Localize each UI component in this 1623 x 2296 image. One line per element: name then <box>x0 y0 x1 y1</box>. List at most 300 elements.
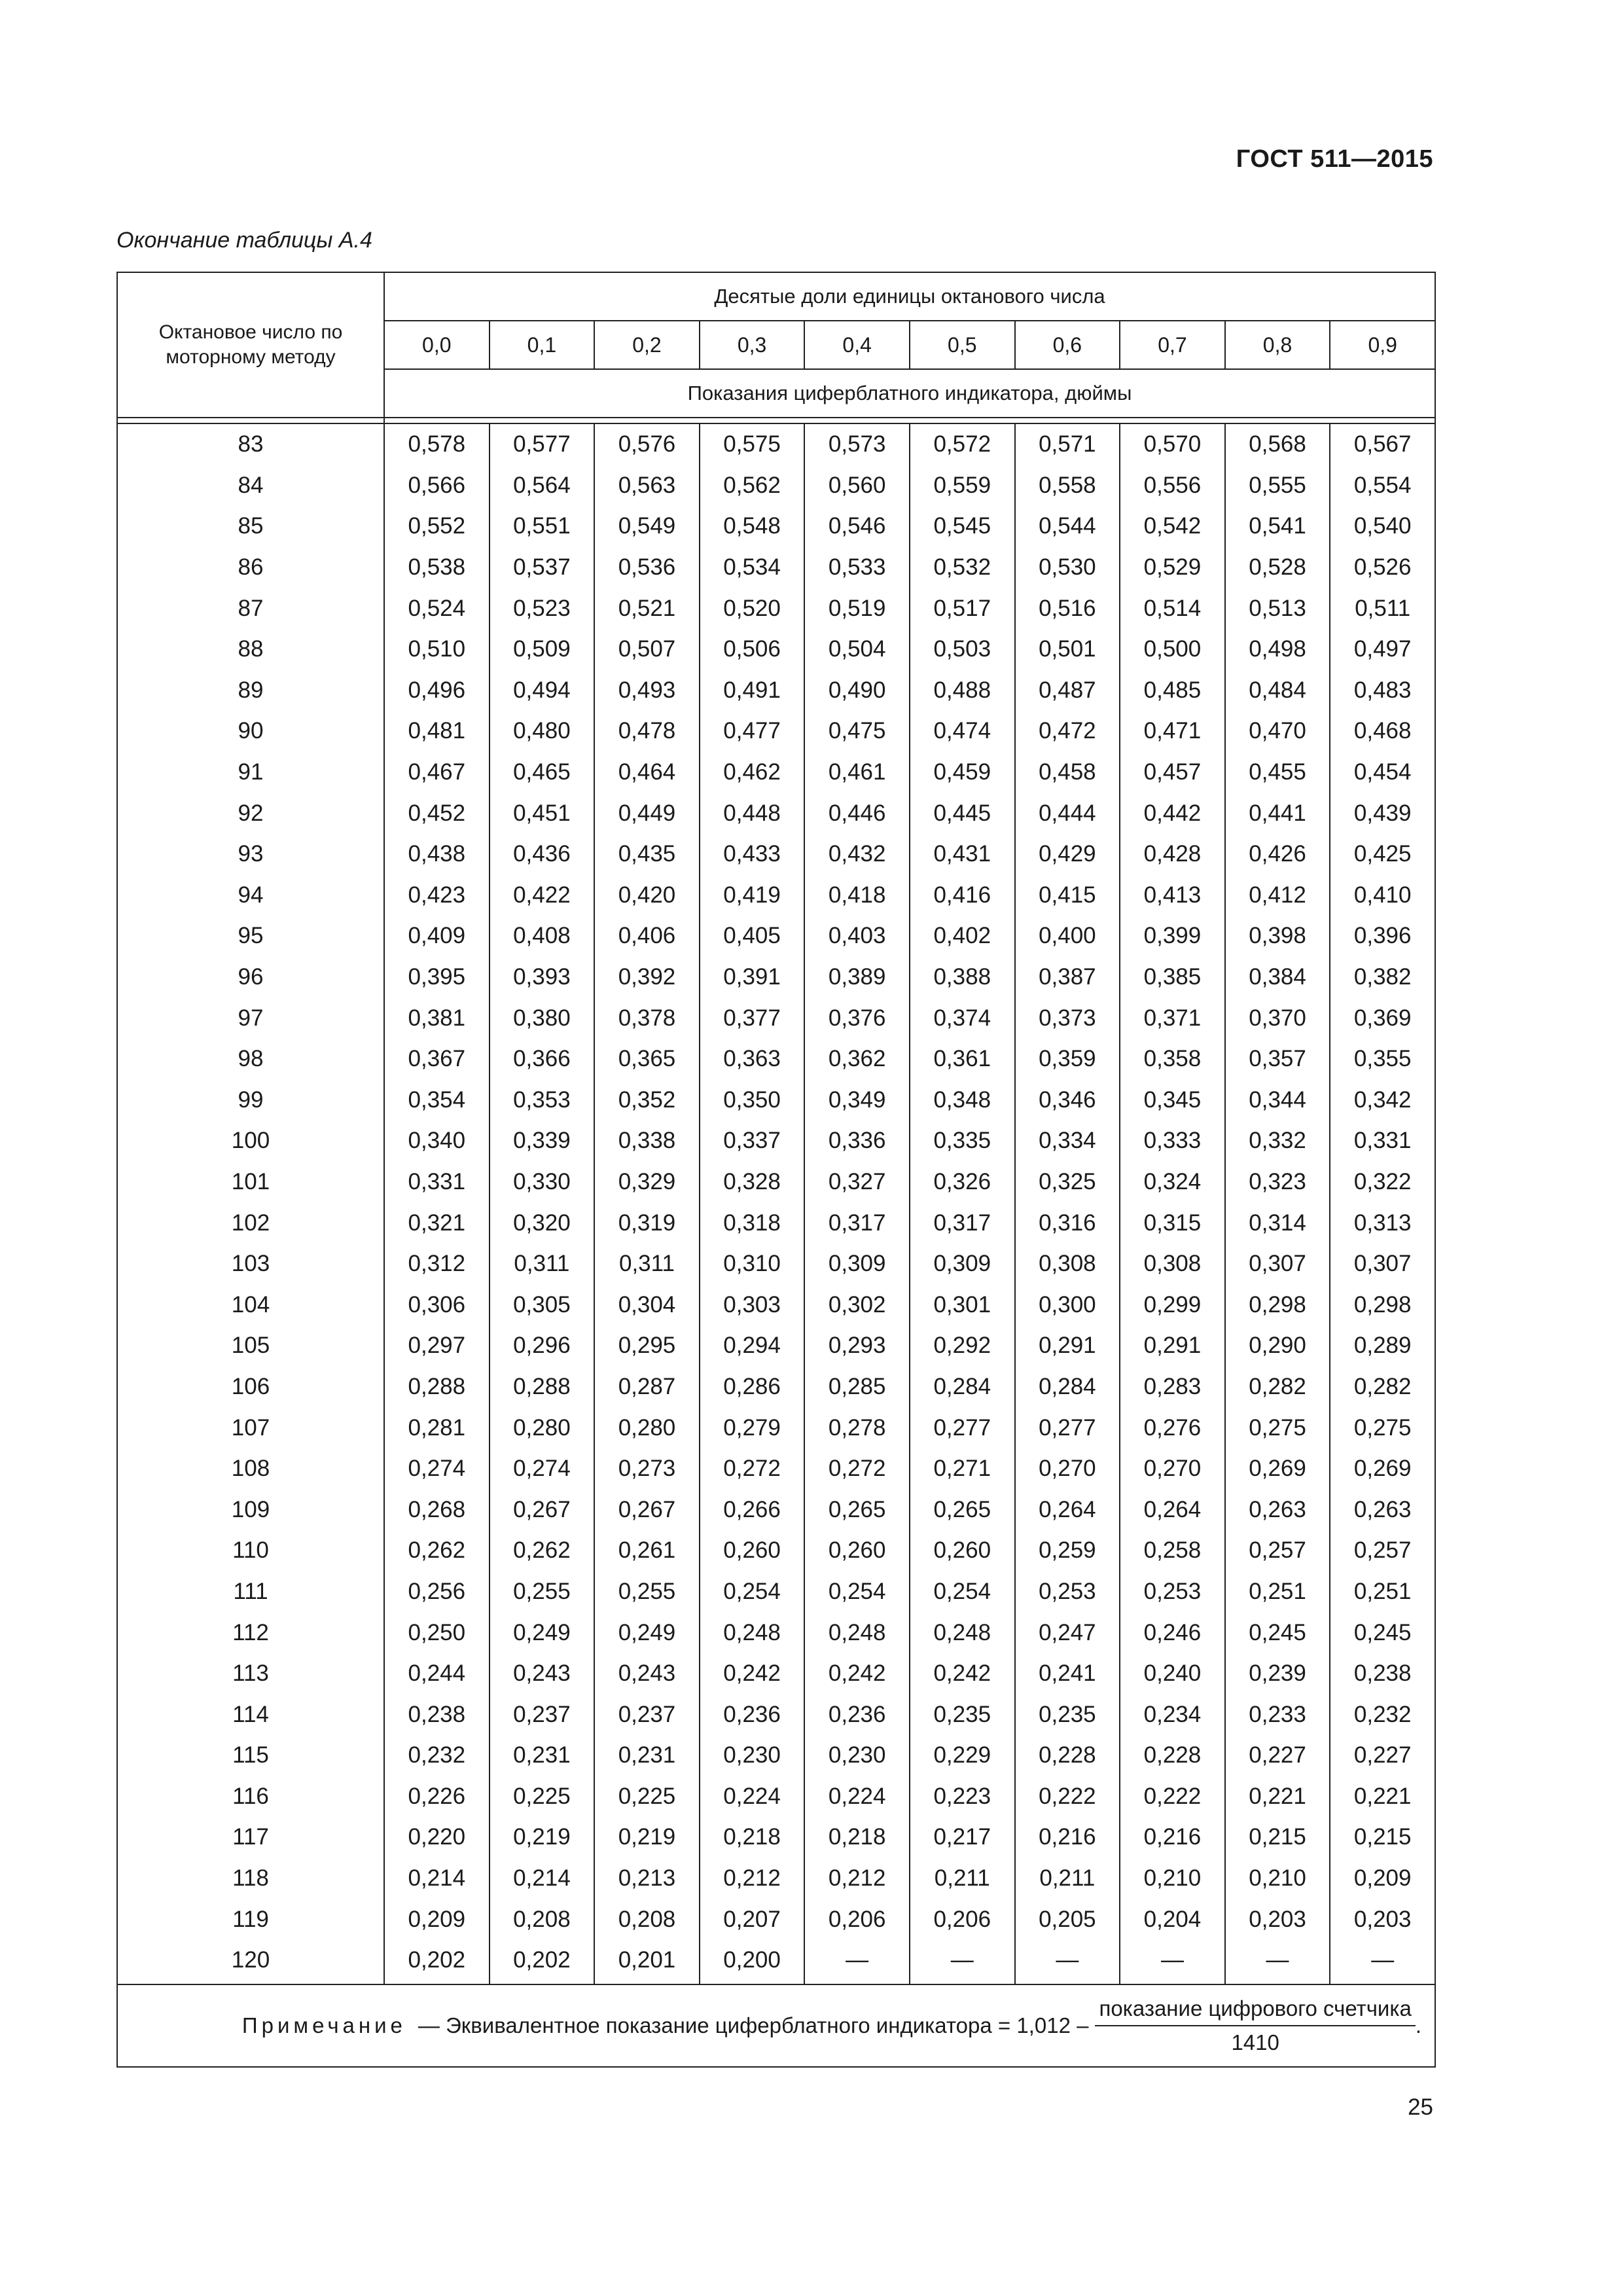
table-row <box>117 1121 1435 1162</box>
reading-cell: 0,471 <box>1120 711 1225 752</box>
reading-cell: 0,270 <box>1120 1448 1225 1490</box>
units-header: Показания циферблатного индикатора, дюймы <box>384 369 1435 418</box>
reading-cell: 0,263 <box>1225 1489 1330 1530</box>
reading-cell: 0,254 <box>804 1571 910 1613</box>
reading-cell: 0,572 <box>910 423 1015 465</box>
reading-cell: 0,431 <box>910 834 1015 875</box>
reading-cell: 0,284 <box>910 1367 1015 1408</box>
reading-cell: 0,338 <box>594 1121 700 1162</box>
note-label: Примечание <box>241 2013 406 2037</box>
reading-cell: 0,420 <box>594 875 700 916</box>
reading-cell: 0,268 <box>384 1489 490 1530</box>
reading-cell: 0,267 <box>594 1489 700 1530</box>
table-row <box>117 670 1435 711</box>
reading-cell: 0,254 <box>910 1571 1015 1613</box>
table-row <box>117 1653 1435 1695</box>
standard-id-header: ГОСТ 511—2015 <box>1236 145 1433 173</box>
reading-cell: 0,352 <box>594 1080 700 1121</box>
reading-cell: 0,371 <box>1120 997 1225 1039</box>
reading-cell: 0,275 <box>1225 1407 1330 1448</box>
reading-cell: 0,292 <box>910 1325 1015 1367</box>
reading-cell: 0,237 <box>594 1694 700 1735</box>
reading-cell: 0,320 <box>490 1202 595 1244</box>
reading-cell: 0,355 <box>1330 1039 1435 1080</box>
reading-cell: 0,325 <box>1015 1162 1120 1203</box>
reading-cell: 0,249 <box>594 1612 700 1653</box>
reading-cell: 0,555 <box>1225 465 1330 507</box>
reading-cell: 0,219 <box>594 1817 700 1858</box>
octane-cell: 98 <box>117 1039 384 1080</box>
octane-cell: 108 <box>117 1448 384 1490</box>
reading-cell: 0,298 <box>1330 1284 1435 1325</box>
reading-cell: 0,405 <box>700 916 805 957</box>
table-row <box>117 711 1435 752</box>
reading-cell: 0,438 <box>384 834 490 875</box>
note-fraction <box>1095 1996 1415 2055</box>
reading-cell: 0,455 <box>1225 752 1330 793</box>
reading-cell: 0,514 <box>1120 588 1225 629</box>
reading-cell: 0,305 <box>490 1284 595 1325</box>
table-row <box>117 1899 1435 1940</box>
reading-cell: 0,247 <box>1015 1612 1120 1653</box>
reading-cell: 0,331 <box>384 1162 490 1203</box>
reading-cell: 0,329 <box>594 1162 700 1203</box>
reading-cell: 0,392 <box>594 957 700 998</box>
reading-cell: 0,297 <box>384 1325 490 1367</box>
reading-cell: 0,444 <box>1015 793 1120 834</box>
reading-cell: 0,280 <box>594 1407 700 1448</box>
reading-cell: 0,269 <box>1330 1448 1435 1490</box>
reading-cell: 0,366 <box>490 1039 595 1080</box>
table-caption: Окончание таблицы А.4 <box>116 228 372 253</box>
reading-cell: 0,388 <box>910 957 1015 998</box>
reading-cell: 0,376 <box>804 997 910 1039</box>
reading-cell: 0,323 <box>1225 1162 1330 1203</box>
reading-cell: 0,551 <box>490 506 595 547</box>
reading-cell: 0,212 <box>700 1858 805 1899</box>
reading-cell: 0,403 <box>804 916 910 957</box>
reading-cell: 0,289 <box>1330 1325 1435 1367</box>
column-header-1: 0,1 <box>490 321 595 369</box>
reading-cell: 0,238 <box>1330 1653 1435 1695</box>
octane-column-header: Октановое число по моторному методу <box>117 272 384 418</box>
octane-cell: 86 <box>117 547 384 588</box>
reading-cell: — <box>804 1940 910 1984</box>
reading-cell: 0,519 <box>804 588 910 629</box>
reading-cell: 0,221 <box>1330 1776 1435 1818</box>
reading-cell: 0,228 <box>1120 1735 1225 1776</box>
reading-cell: 0,272 <box>700 1448 805 1490</box>
reading-cell: 0,549 <box>594 506 700 547</box>
reading-cell: 0,281 <box>384 1407 490 1448</box>
column-header-2: 0,2 <box>594 321 700 369</box>
reading-cell: 0,433 <box>700 834 805 875</box>
reading-cell: 0,511 <box>1330 588 1435 629</box>
reading-cell: 0,223 <box>910 1776 1015 1818</box>
reading-cell: 0,554 <box>1330 465 1435 507</box>
reading-cell: 0,462 <box>700 752 805 793</box>
reading-cell: 0,538 <box>384 547 490 588</box>
reading-cell: 0,474 <box>910 711 1015 752</box>
reading-cell: 0,248 <box>910 1612 1015 1653</box>
table-row <box>117 997 1435 1039</box>
reading-cell: 0,203 <box>1330 1899 1435 1940</box>
octane-cell: 89 <box>117 670 384 711</box>
reading-cell: 0,321 <box>384 1202 490 1244</box>
reading-cell: 0,558 <box>1015 465 1120 507</box>
table-row <box>117 793 1435 834</box>
reading-cell: 0,559 <box>910 465 1015 507</box>
reading-cell: 0,288 <box>490 1367 595 1408</box>
reading-cell: 0,207 <box>700 1899 805 1940</box>
reading-cell: — <box>1225 1940 1330 1984</box>
reading-cell: 0,213 <box>594 1858 700 1899</box>
reading-cell: 0,509 <box>490 629 595 670</box>
reading-cell: 0,260 <box>804 1530 910 1571</box>
reading-cell: 0,353 <box>490 1080 595 1121</box>
reading-cell: 0,425 <box>1330 834 1435 875</box>
reading-cell: 0,238 <box>384 1694 490 1735</box>
reading-cell: 0,516 <box>1015 588 1120 629</box>
reading-cell: 0,380 <box>490 997 595 1039</box>
reading-cell: 0,546 <box>804 506 910 547</box>
reading-cell: 0,237 <box>490 1694 595 1735</box>
note-fraction-denominator: 1410 <box>1231 2030 1279 2054</box>
reading-cell: 0,507 <box>594 629 700 670</box>
table-row <box>117 957 1435 998</box>
table-row <box>117 506 1435 547</box>
reading-cell: 0,542 <box>1120 506 1225 547</box>
column-header-9: 0,9 <box>1330 321 1435 369</box>
reading-cell: 0,308 <box>1015 1244 1120 1285</box>
reading-cell: 0,428 <box>1120 834 1225 875</box>
reading-cell: 0,230 <box>804 1735 910 1776</box>
table-row <box>117 1448 1435 1490</box>
reading-cell: 0,523 <box>490 588 595 629</box>
reading-cell: 0,448 <box>700 793 805 834</box>
reading-cell: 0,349 <box>804 1080 910 1121</box>
octane-cell: 106 <box>117 1367 384 1408</box>
reading-cell: 0,313 <box>1330 1202 1435 1244</box>
reading-cell: 0,350 <box>700 1080 805 1121</box>
reading-cell: 0,287 <box>594 1367 700 1408</box>
reading-cell: 0,273 <box>594 1448 700 1490</box>
reading-cell: 0,357 <box>1225 1039 1330 1080</box>
reading-cell: 0,261 <box>594 1530 700 1571</box>
octane-cell: 95 <box>117 916 384 957</box>
reading-cell: 0,239 <box>1225 1653 1330 1695</box>
reading-cell: 0,253 <box>1015 1571 1120 1613</box>
tenths-group-header: Десятые доли единицы октанового числа <box>384 272 1435 321</box>
octane-cell: 94 <box>117 875 384 916</box>
octane-cell: 96 <box>117 957 384 998</box>
reading-cell: 0,301 <box>910 1284 1015 1325</box>
reading-cell: 0,294 <box>700 1325 805 1367</box>
reading-cell: 0,298 <box>1225 1284 1330 1325</box>
reading-cell: 0,317 <box>910 1202 1015 1244</box>
reading-cell: 0,307 <box>1225 1244 1330 1285</box>
reading-cell: 0,206 <box>910 1899 1015 1940</box>
table-row <box>117 1612 1435 1653</box>
reading-cell: 0,233 <box>1225 1694 1330 1735</box>
reading-cell: 0,242 <box>700 1653 805 1695</box>
reading-cell: 0,205 <box>1015 1899 1120 1940</box>
octane-cell: 101 <box>117 1162 384 1203</box>
reading-cell: 0,327 <box>804 1162 910 1203</box>
reading-cell: 0,361 <box>910 1039 1015 1080</box>
reading-cell: 0,219 <box>490 1817 595 1858</box>
reading-cell: 0,310 <box>700 1244 805 1285</box>
reading-cell: 0,370 <box>1225 997 1330 1039</box>
reading-cell: 0,251 <box>1330 1571 1435 1613</box>
reading-cell: 0,306 <box>384 1284 490 1325</box>
reading-cell: 0,251 <box>1225 1571 1330 1613</box>
reading-cell: 0,491 <box>700 670 805 711</box>
reading-cell: 0,257 <box>1225 1530 1330 1571</box>
reading-cell: 0,216 <box>1015 1817 1120 1858</box>
table-row <box>117 1244 1435 1285</box>
reading-cell: 0,266 <box>700 1489 805 1530</box>
reading-cell: 0,211 <box>1015 1858 1120 1899</box>
reading-cell: 0,286 <box>700 1367 805 1408</box>
reading-cell: 0,408 <box>490 916 595 957</box>
column-header-5: 0,5 <box>910 321 1015 369</box>
reading-cell: 0,227 <box>1225 1735 1330 1776</box>
octane-cell: 105 <box>117 1325 384 1367</box>
reading-cell: 0,457 <box>1120 752 1225 793</box>
reading-cell: 0,573 <box>804 423 910 465</box>
reading-cell: 0,354 <box>384 1080 490 1121</box>
reading-cell: 0,226 <box>384 1776 490 1818</box>
reading-cell: 0,259 <box>1015 1530 1120 1571</box>
reading-cell: 0,461 <box>804 752 910 793</box>
reading-cell: — <box>1330 1940 1435 1984</box>
reading-cell: 0,475 <box>804 711 910 752</box>
reading-cell: 0,324 <box>1120 1162 1225 1203</box>
reading-cell: 0,222 <box>1120 1776 1225 1818</box>
table-row <box>117 547 1435 588</box>
reading-cell: 0,567 <box>1330 423 1435 465</box>
column-header-8: 0,8 <box>1225 321 1330 369</box>
reading-cell: 0,373 <box>1015 997 1120 1039</box>
reading-cell: 0,540 <box>1330 506 1435 547</box>
reading-cell: 0,335 <box>910 1121 1015 1162</box>
reading-cell: 0,449 <box>594 793 700 834</box>
reading-cell: 0,510 <box>384 629 490 670</box>
reading-cell: 0,339 <box>490 1121 595 1162</box>
reading-cell: 0,210 <box>1225 1858 1330 1899</box>
reading-cell: 0,529 <box>1120 547 1225 588</box>
reading-cell: 0,240 <box>1120 1653 1225 1695</box>
reading-cell: 0,280 <box>490 1407 595 1448</box>
reading-cell: 0,229 <box>910 1735 1015 1776</box>
reading-cell: 0,228 <box>1015 1735 1120 1776</box>
table-body <box>117 423 1435 1984</box>
reading-cell: 0,246 <box>1120 1612 1225 1653</box>
column-header-0: 0,0 <box>384 321 490 369</box>
reading-cell: 0,563 <box>594 465 700 507</box>
reading-cell: 0,374 <box>910 997 1015 1039</box>
reading-cell: 0,534 <box>700 547 805 588</box>
reading-cell: 0,231 <box>490 1735 595 1776</box>
reading-cell: 0,222 <box>1015 1776 1120 1818</box>
reading-cell: 0,483 <box>1330 670 1435 711</box>
reading-cell: 0,278 <box>804 1407 910 1448</box>
reading-cell: 0,209 <box>1330 1858 1435 1899</box>
table-row <box>117 1080 1435 1121</box>
reading-cell: 0,332 <box>1225 1121 1330 1162</box>
reading-cell: 0,363 <box>700 1039 805 1080</box>
table-row <box>117 1325 1435 1367</box>
reading-cell: 0,487 <box>1015 670 1120 711</box>
octane-conversion-table <box>116 272 1436 2068</box>
reading-cell: 0,409 <box>384 916 490 957</box>
reading-cell: 0,316 <box>1015 1202 1120 1244</box>
table-row <box>117 1039 1435 1080</box>
reading-cell: 0,204 <box>1120 1899 1225 1940</box>
reading-cell: 0,276 <box>1120 1407 1225 1448</box>
table-row <box>117 1489 1435 1530</box>
octane-cell: 118 <box>117 1858 384 1899</box>
reading-cell: 0,283 <box>1120 1367 1225 1408</box>
reading-cell: 0,295 <box>594 1325 700 1367</box>
reading-cell: 0,506 <box>700 629 805 670</box>
reading-cell: 0,296 <box>490 1325 595 1367</box>
table-row <box>117 1407 1435 1448</box>
reading-cell: 0,497 <box>1330 629 1435 670</box>
octane-cell: 116 <box>117 1776 384 1818</box>
reading-cell: — <box>910 1940 1015 1984</box>
reading-cell: 0,384 <box>1225 957 1330 998</box>
reading-cell: 0,218 <box>804 1817 910 1858</box>
reading-cell: 0,255 <box>490 1571 595 1613</box>
reading-cell: 0,322 <box>1330 1162 1435 1203</box>
reading-cell: 0,303 <box>700 1284 805 1325</box>
reading-cell: 0,242 <box>910 1653 1015 1695</box>
reading-cell: 0,416 <box>910 875 1015 916</box>
reading-cell: 0,274 <box>384 1448 490 1490</box>
reading-cell: 0,344 <box>1225 1080 1330 1121</box>
table-row <box>117 875 1435 916</box>
reading-cell: 0,333 <box>1120 1121 1225 1162</box>
reading-cell: 0,571 <box>1015 423 1120 465</box>
reading-cell: 0,291 <box>1120 1325 1225 1367</box>
reading-cell: 0,578 <box>384 423 490 465</box>
reading-cell: 0,235 <box>1015 1694 1120 1735</box>
reading-cell: — <box>1120 1940 1225 1984</box>
reading-cell: 0,566 <box>384 465 490 507</box>
reading-cell: 0,494 <box>490 670 595 711</box>
reading-cell: 0,346 <box>1015 1080 1120 1121</box>
reading-cell: 0,254 <box>700 1571 805 1613</box>
reading-cell: — <box>1015 1940 1120 1984</box>
reading-cell: 0,436 <box>490 834 595 875</box>
octane-cell: 87 <box>117 588 384 629</box>
reading-cell: 0,311 <box>490 1244 595 1285</box>
table-note <box>117 1984 1435 2067</box>
reading-cell: 0,224 <box>804 1776 910 1818</box>
reading-cell: 0,545 <box>910 506 1015 547</box>
reading-cell: 0,264 <box>1015 1489 1120 1530</box>
reading-cell: 0,248 <box>700 1612 805 1653</box>
column-header-4: 0,4 <box>804 321 910 369</box>
reading-cell: 0,202 <box>490 1940 595 1984</box>
reading-cell: 0,271 <box>910 1448 1015 1490</box>
reading-cell: 0,309 <box>804 1244 910 1285</box>
reading-cell: 0,230 <box>700 1735 805 1776</box>
octane-cell: 115 <box>117 1735 384 1776</box>
reading-cell: 0,206 <box>804 1899 910 1940</box>
reading-cell: 0,537 <box>490 547 595 588</box>
reading-cell: 0,245 <box>1330 1612 1435 1653</box>
octane-cell: 119 <box>117 1899 384 1940</box>
reading-cell: 0,285 <box>804 1367 910 1408</box>
reading-cell: 0,328 <box>700 1162 805 1203</box>
reading-cell: 0,465 <box>490 752 595 793</box>
reading-cell: 0,470 <box>1225 711 1330 752</box>
table-row <box>117 1284 1435 1325</box>
reading-cell: 0,212 <box>804 1858 910 1899</box>
reading-cell: 0,418 <box>804 875 910 916</box>
reading-cell: 0,308 <box>1120 1244 1225 1285</box>
reading-cell: 0,318 <box>700 1202 805 1244</box>
table-row <box>117 1776 1435 1818</box>
table-row <box>117 1202 1435 1244</box>
reading-cell: 0,331 <box>1330 1121 1435 1162</box>
reading-cell: 0,441 <box>1225 793 1330 834</box>
reading-cell: 0,203 <box>1225 1899 1330 1940</box>
reading-cell: 0,334 <box>1015 1121 1120 1162</box>
octane-cell: 99 <box>117 1080 384 1121</box>
reading-cell: 0,282 <box>1330 1367 1435 1408</box>
reading-cell: 0,299 <box>1120 1284 1225 1325</box>
reading-cell: 0,410 <box>1330 875 1435 916</box>
reading-cell: 0,501 <box>1015 629 1120 670</box>
reading-cell: 0,413 <box>1120 875 1225 916</box>
reading-cell: 0,244 <box>384 1653 490 1695</box>
reading-cell: 0,234 <box>1120 1694 1225 1735</box>
reading-cell: 0,480 <box>490 711 595 752</box>
table-row <box>117 1530 1435 1571</box>
reading-cell: 0,493 <box>594 670 700 711</box>
reading-cell: 0,446 <box>804 793 910 834</box>
reading-cell: 0,532 <box>910 547 1015 588</box>
reading-cell: 0,528 <box>1225 547 1330 588</box>
reading-cell: 0,262 <box>490 1530 595 1571</box>
reading-cell: 0,304 <box>594 1284 700 1325</box>
table-row <box>117 1858 1435 1899</box>
reading-cell: 0,400 <box>1015 916 1120 957</box>
reading-cell: 0,330 <box>490 1162 595 1203</box>
reading-cell: 0,503 <box>910 629 1015 670</box>
reading-cell: 0,358 <box>1120 1039 1225 1080</box>
reading-cell: 0,577 <box>490 423 595 465</box>
octane-cell: 111 <box>117 1571 384 1613</box>
reading-cell: 0,520 <box>700 588 805 629</box>
reading-cell: 0,345 <box>1120 1080 1225 1121</box>
reading-cell: 0,232 <box>384 1735 490 1776</box>
reading-cell: 0,231 <box>594 1735 700 1776</box>
reading-cell: 0,526 <box>1330 547 1435 588</box>
reading-cell: 0,279 <box>700 1407 805 1448</box>
reading-cell: 0,398 <box>1225 916 1330 957</box>
reading-cell: 0,262 <box>384 1530 490 1571</box>
reading-cell: 0,214 <box>490 1858 595 1899</box>
table-row <box>117 1694 1435 1735</box>
reading-cell: 0,258 <box>1120 1530 1225 1571</box>
reading-cell: 0,530 <box>1015 547 1120 588</box>
reading-cell: 0,382 <box>1330 957 1435 998</box>
